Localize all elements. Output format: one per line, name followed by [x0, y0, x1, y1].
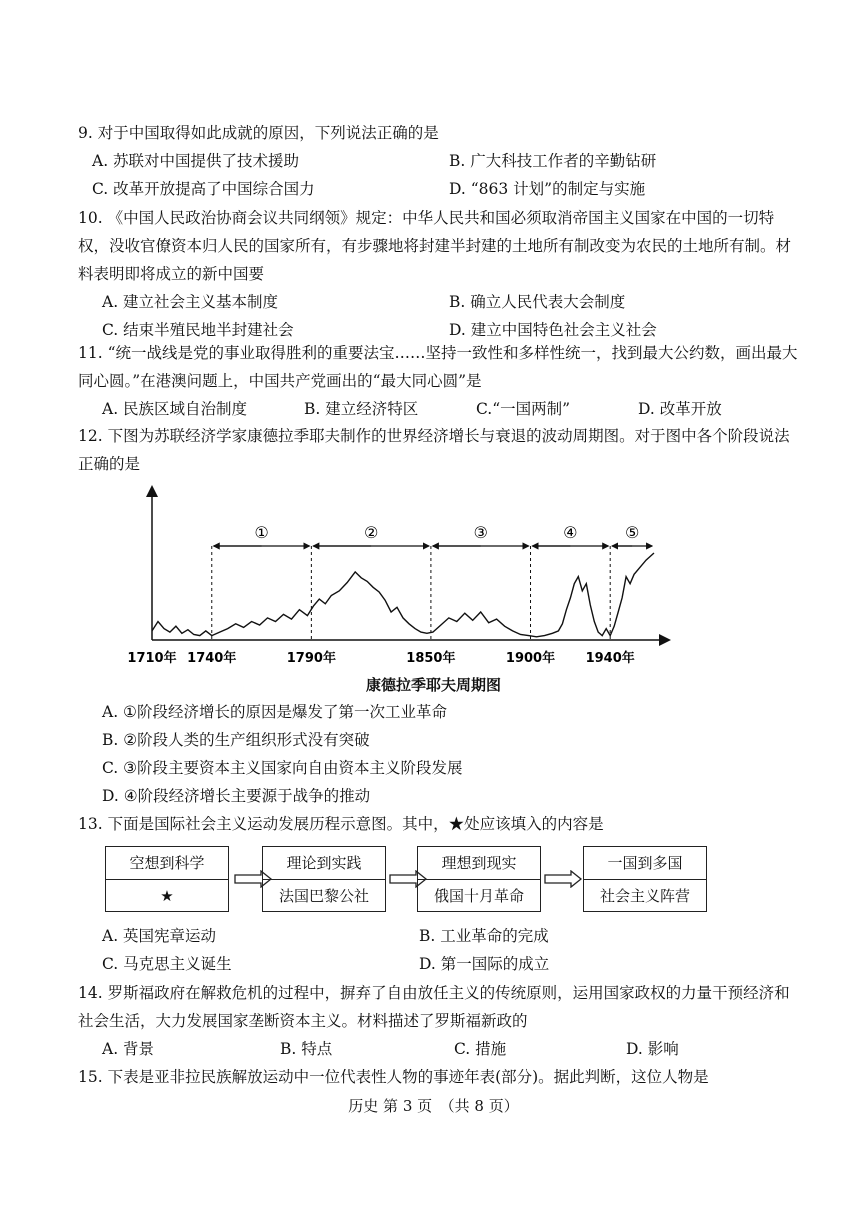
option-c[interactable]: C. 措施	[454, 1040, 507, 1058]
flow-box-top: 空想到科学	[106, 847, 228, 880]
phase-label: ④	[563, 523, 578, 542]
options-row	[78, 950, 798, 978]
options-row	[78, 698, 798, 726]
option-c[interactable]: C. 马克思主义诞生	[102, 955, 232, 973]
options-row	[78, 726, 798, 754]
socialism-flow-diagram	[105, 846, 725, 916]
option-c[interactable]: C. ③阶段主要资本主义国家向自由资本主义阶段发展	[102, 759, 463, 777]
option-a[interactable]: A. 背景	[102, 1040, 155, 1058]
option-b[interactable]: B. 确立人民代表大会制度	[449, 293, 626, 311]
phase-label: ②	[363, 523, 379, 542]
options-row	[78, 782, 798, 810]
option-b[interactable]: B. ②阶段人类的生产组织形式没有突破	[102, 731, 370, 749]
options-row	[78, 754, 798, 782]
page-footer: 历史 第 3 页 （共 8 页）	[348, 1097, 519, 1115]
question-14	[78, 979, 798, 1063]
flow-box-bottom: 俄国十月革命	[433, 887, 524, 905]
option-a[interactable]: A. 英国宪章运动	[102, 927, 217, 945]
chart-svg	[120, 480, 680, 670]
flow-box-2	[262, 846, 386, 912]
option-a[interactable]: A. 苏联对中国提供了技术援助	[92, 152, 300, 170]
x-tick-label: 1710年	[127, 651, 177, 666]
flow-box-bottom: 法国巴黎公社	[278, 887, 369, 905]
double-arrow-icon	[543, 870, 583, 888]
option-b[interactable]: B. 工业革命的完成	[419, 927, 549, 945]
x-tick-label: 1740年	[187, 651, 237, 666]
flow-box-bottom: ★	[160, 887, 174, 905]
option-c[interactable]: C. 结束半殖民地半封建社会	[102, 321, 294, 339]
option-c[interactable]: C.“一国两制”	[476, 400, 571, 418]
question-stem: 13. 下面是国际社会主义运动发展历程示意图。其中，★处应该填入的内容是	[78, 815, 604, 833]
flow-box-1	[105, 846, 229, 912]
flow-box-top: 一国到多国	[584, 847, 706, 880]
option-b[interactable]: B. 建立经济特区	[304, 400, 419, 418]
option-b[interactable]: B. 广大科技工作者的辛勤钻研	[449, 152, 657, 170]
question-15	[78, 1063, 798, 1091]
options-row	[78, 175, 798, 203]
chart-title: 康德拉季耶夫周期图	[365, 676, 501, 694]
question-12	[78, 422, 798, 478]
question-stem: 11. “统一战线是党的事业取得胜利的重要法宝……坚持一致性和多样性统一，找到最大公约数，画出最大同心圆。”在港澳问题上，中国共产党画出的“最大同心圆”是	[78, 344, 798, 390]
options-row	[78, 147, 798, 175]
flow-box-top: 理论到实践	[263, 847, 385, 880]
x-tick-label: 1900年	[505, 651, 556, 666]
flow-box-4	[583, 846, 707, 912]
question-12-options	[78, 698, 798, 810]
x-tick-label: 1850年	[406, 651, 456, 666]
question-stem: 15. 下表是亚非拉民族解放运动中一位代表性人物的事迹年表(部分)。据此判断，这位人物是	[78, 1068, 709, 1086]
flow-box-bottom: 社会主义阵营	[599, 887, 690, 905]
kondratiev-chart	[120, 480, 680, 695]
flow-box-top: 理想到现实	[418, 847, 540, 880]
option-c[interactable]: C. 改革开放提高了中国综合国力	[92, 180, 315, 198]
question-13-options	[78, 922, 798, 978]
option-a[interactable]: A. 民族区域自治制度	[102, 400, 248, 418]
option-a[interactable]: A. 建立社会主义基本制度	[102, 293, 279, 311]
x-tick-label: 1790年	[286, 651, 336, 666]
phase-label: ⑤	[624, 523, 640, 542]
options-row	[78, 1035, 798, 1063]
x-tick-label: 1940年	[585, 651, 635, 666]
options-row	[78, 922, 798, 950]
question-9	[78, 119, 798, 203]
option-d[interactable]: D. 影响	[626, 1040, 679, 1058]
question-stem: 12. 下图为苏联经济学家康德拉季耶夫制作的世界经济增长与衰退的波动周期图。对于图中各个阶段说法正确的是	[78, 427, 790, 473]
option-b[interactable]: B. 特点	[280, 1040, 333, 1058]
question-13	[78, 810, 798, 838]
option-d[interactable]: D. 第一国际的成立	[419, 955, 550, 973]
question-stem: 10. 《中国人民政治协商会议共同纲领》规定：中华人民共和国必须取消帝国主义国家在中国的一切特权，没收官僚资本归人民的国家所有，有步骤地将封建半封建的土地所有制改变为农民的土地所有制。材料表明即将成立的新中国要	[78, 209, 792, 283]
option-d[interactable]: D. 改革开放	[638, 400, 722, 418]
question-11	[78, 339, 798, 423]
option-d[interactable]: D. “863 计划”的制定与实施	[449, 180, 646, 198]
phase-label: ③	[473, 523, 488, 542]
phase-label: ①	[254, 523, 269, 542]
question-stem: 9. 对于中国取得如此成就的原因，下列说法正确的是	[78, 124, 439, 142]
economic-wave-line	[152, 553, 654, 637]
option-a[interactable]: A. ①阶段经济增长的原因是爆发了第一次工业革命	[102, 703, 447, 721]
options-row	[78, 395, 798, 423]
options-row	[78, 288, 798, 316]
question-10	[78, 204, 798, 344]
question-stem: 14. 罗斯福政府在解救危机的过程中，摒弃了自由放任主义的传统原则，运用国家政权的力量干预经济和社会生活，大力发展国家垄断资本主义。材料描述了罗斯福新政的	[78, 984, 790, 1030]
option-d[interactable]: D. ④阶段经济增长主要源于战争的推动	[102, 787, 371, 805]
option-d[interactable]: D. 建立中国特色社会主义社会	[449, 321, 657, 339]
flow-box-3	[417, 846, 541, 912]
